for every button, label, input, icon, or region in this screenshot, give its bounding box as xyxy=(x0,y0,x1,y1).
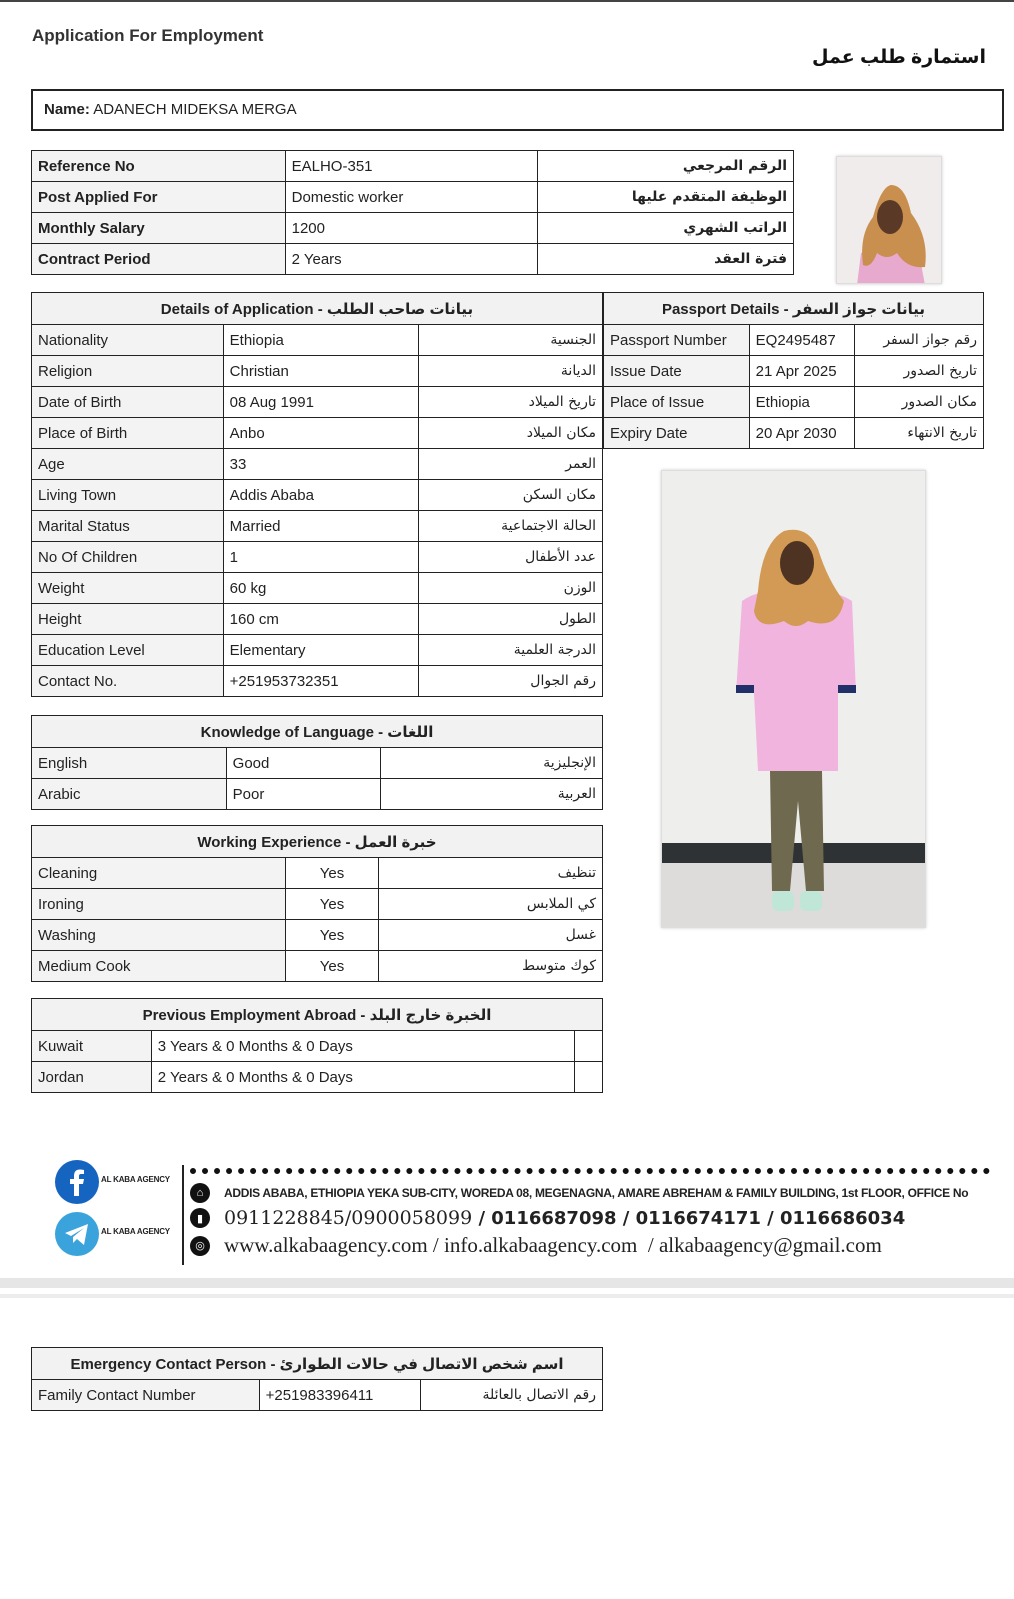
details-row xyxy=(32,542,603,573)
details-row xyxy=(32,449,603,480)
details-row xyxy=(32,418,603,449)
experience-value: Yes xyxy=(285,858,379,889)
details-label: Place of Birth xyxy=(32,418,224,449)
passport-row xyxy=(604,356,984,387)
summary-value: EALHO-351 xyxy=(285,151,538,182)
passport-row xyxy=(604,387,984,418)
summary-value: 1200 xyxy=(285,213,538,244)
footer-address: ADDIS ABABA, ETHIOPIA YEKA SUB-CITY, WOREDA 08, MEGENAGNA, AMARE ABREHAM & FAMILY BUILDING, 1st FLOOR, OFFICE No xyxy=(224,1186,969,1200)
language-row xyxy=(32,779,603,810)
summary-label: Post Applied For xyxy=(32,182,286,213)
abroad-empty-cell xyxy=(575,1031,603,1062)
footer-phones-land: / 0116687098 / 0116674171 / 0116686034 xyxy=(472,1207,906,1229)
details-value: 160 cm xyxy=(223,604,419,635)
telegram-label: AL KABA AGENCY xyxy=(101,1227,170,1236)
language-ar: الإنجليزية xyxy=(381,748,603,779)
summary-row xyxy=(32,244,794,275)
portrait-photo xyxy=(836,156,942,284)
details-value: Addis Ababa xyxy=(223,480,419,511)
telegram-icon xyxy=(55,1212,99,1256)
details-table xyxy=(31,292,603,697)
details-ar: الوزن xyxy=(419,573,603,604)
footer-divider xyxy=(182,1165,184,1265)
passport-table xyxy=(603,292,984,449)
passport-value: 21 Apr 2025 xyxy=(749,356,855,387)
details-row xyxy=(32,666,603,697)
abroad-row xyxy=(32,1031,603,1062)
experience-ar: كي الملابس xyxy=(379,889,603,920)
language-label: Arabic xyxy=(32,779,227,810)
summary-ar: الوظيفة المتقدم عليها xyxy=(538,182,794,213)
language-value: Poor xyxy=(226,779,381,810)
facebook-icon xyxy=(55,1160,99,1204)
details-ar: رقم الجوال xyxy=(419,666,603,697)
experience-label: Ironing xyxy=(32,889,286,920)
abroad-table xyxy=(31,998,603,1093)
experience-value: Yes xyxy=(285,951,379,982)
full-body-photo xyxy=(661,470,926,928)
summary-value: Domestic worker xyxy=(285,182,538,213)
passport-value: 20 Apr 2030 xyxy=(749,418,855,449)
passport-label: Expiry Date xyxy=(604,418,750,449)
passport-value: EQ2495487 xyxy=(749,325,855,356)
experience-ar: غسل xyxy=(379,920,603,951)
details-label: Age xyxy=(32,449,224,480)
language-ar: العربية xyxy=(381,779,603,810)
summary-ar: فترة العقد xyxy=(538,244,794,275)
experience-value: Yes xyxy=(285,889,379,920)
globe-icon: ◎ xyxy=(190,1236,210,1256)
summary-label: Monthly Salary xyxy=(32,213,286,244)
top-border xyxy=(0,0,1014,2)
footer-phone-row xyxy=(190,1207,905,1229)
abroad-duration: 3 Years & 0 Months & 0 Days xyxy=(151,1031,574,1062)
language-table xyxy=(31,715,603,810)
details-value: 08 Aug 1991 xyxy=(223,387,419,418)
details-ar: عدد الأطفال xyxy=(419,542,603,573)
details-value: +251953732351 xyxy=(223,666,419,697)
details-label: Living Town xyxy=(32,480,224,511)
details-label: No Of Children xyxy=(32,542,224,573)
footer-phones-mobile: 0911228845/0900058099 xyxy=(224,1207,473,1229)
details-label: Education Level xyxy=(32,635,224,666)
details-row xyxy=(32,511,603,542)
details-ar: الطول xyxy=(419,604,603,635)
language-label: English xyxy=(32,748,227,779)
passport-row xyxy=(604,418,984,449)
footer-address-row xyxy=(190,1183,968,1203)
summary-label: Reference No xyxy=(32,151,286,182)
details-label: Weight xyxy=(32,573,224,604)
details-row xyxy=(32,356,603,387)
abroad-duration: 2 Years & 0 Months & 0 Days xyxy=(151,1062,574,1093)
passport-ar: تاريخ الانتهاء xyxy=(855,418,984,449)
footer-web-row xyxy=(190,1233,882,1258)
details-label: Religion xyxy=(32,356,224,387)
experience-ar: تنظيف xyxy=(379,858,603,889)
emergency-table xyxy=(31,1347,603,1411)
details-ar: مكان السكن xyxy=(419,480,603,511)
summary-ar: الراتب الشهري xyxy=(538,213,794,244)
abroad-header: Previous Employment Abroad - الخبرة خارج البلد xyxy=(32,999,603,1031)
details-ar: الجنسية xyxy=(419,325,603,356)
details-header: Details of Application - بيانات صاحب الطلب xyxy=(32,293,603,325)
details-row xyxy=(32,635,603,666)
language-row xyxy=(32,748,603,779)
passport-ar: مكان الصدور xyxy=(855,387,984,418)
details-label: Contact No. xyxy=(32,666,224,697)
page-separator-line xyxy=(0,1294,1014,1298)
facebook-link[interactable] xyxy=(55,1160,183,1204)
passport-ar: تاريخ الصدور xyxy=(855,356,984,387)
name-value: ADANECH MIDEKSA MERGA xyxy=(93,101,297,118)
experience-table xyxy=(31,825,603,982)
language-header: Knowledge of Language - اللغات xyxy=(32,716,603,748)
experience-row xyxy=(32,920,603,951)
summary-ar: الرقم المرجعي xyxy=(538,151,794,182)
summary-row xyxy=(32,182,794,213)
experience-row xyxy=(32,951,603,982)
experience-ar: كوك متوسط xyxy=(379,951,603,982)
emergency-ar: رقم الاتصال بالعائلة xyxy=(421,1380,603,1411)
summary-row xyxy=(32,151,794,182)
emergency-header: Emergency Contact Person - اسم شخص الاتصال في حالات الطوارئ xyxy=(32,1348,603,1380)
name-box xyxy=(31,89,1004,131)
details-value: Married xyxy=(223,511,419,542)
experience-row xyxy=(32,889,603,920)
phone-icon: ▮ xyxy=(190,1208,210,1228)
details-value: Anbo xyxy=(223,418,419,449)
title-ar: استمارة طلب عمل xyxy=(812,47,986,68)
emergency-row xyxy=(32,1380,603,1411)
details-ar: الدرجة العلمية xyxy=(419,635,603,666)
language-value: Good xyxy=(226,748,381,779)
details-row xyxy=(32,573,603,604)
details-label: Nationality xyxy=(32,325,224,356)
details-value: Christian xyxy=(223,356,419,387)
details-value: 1 xyxy=(223,542,419,573)
summary-label: Contract Period xyxy=(32,244,286,275)
details-row xyxy=(32,325,603,356)
title-en: Application For Employment xyxy=(32,26,264,45)
details-label: Marital Status xyxy=(32,511,224,542)
experience-row xyxy=(32,858,603,889)
footer-dotted-line xyxy=(190,1168,990,1174)
experience-header: Working Experience - خبرة العمل xyxy=(32,826,603,858)
experience-label: Washing xyxy=(32,920,286,951)
details-label: Height xyxy=(32,604,224,635)
details-row xyxy=(32,604,603,635)
summary-table xyxy=(31,150,794,275)
details-value: Ethiopia xyxy=(223,325,419,356)
passport-label: Place of Issue xyxy=(604,387,750,418)
experience-value: Yes xyxy=(285,920,379,951)
passport-ar: رقم جواز السفر xyxy=(855,325,984,356)
details-ar: الديانة xyxy=(419,356,603,387)
page-separator xyxy=(0,1278,1014,1288)
abroad-country: Jordan xyxy=(32,1062,152,1093)
footer-web[interactable]: www.alkabaagency.com / info.alkabaagency.com / alkabaagency@gmail.com xyxy=(224,1233,882,1257)
facebook-label: AL KABA AGENCY xyxy=(101,1175,170,1184)
emergency-label: Family Contact Number xyxy=(32,1380,260,1411)
details-ar: الحالة الاجتماعية xyxy=(419,511,603,542)
details-ar: العمر xyxy=(419,449,603,480)
passport-header: Passport Details - بيانات جواز السفر xyxy=(604,293,984,325)
abroad-country: Kuwait xyxy=(32,1031,152,1062)
details-ar: تاريخ الميلاد xyxy=(419,387,603,418)
passport-label: Passport Number xyxy=(604,325,750,356)
details-value: 33 xyxy=(223,449,419,480)
summary-value: 2 Years xyxy=(285,244,538,275)
summary-row xyxy=(32,213,794,244)
passport-label: Issue Date xyxy=(604,356,750,387)
details-value: 60 kg xyxy=(223,573,419,604)
details-ar: مكان الميلاد xyxy=(419,418,603,449)
telegram-link[interactable] xyxy=(55,1212,183,1256)
name-label: Name: xyxy=(44,101,90,118)
emergency-value: +251983396411 xyxy=(259,1380,421,1411)
details-row xyxy=(32,387,603,418)
experience-label: Cleaning xyxy=(32,858,286,889)
passport-row xyxy=(604,325,984,356)
details-value: Elementary xyxy=(223,635,419,666)
abroad-empty-cell xyxy=(575,1062,603,1093)
details-label: Date of Birth xyxy=(32,387,224,418)
details-row xyxy=(32,480,603,511)
experience-label: Medium Cook xyxy=(32,951,286,982)
passport-value: Ethiopia xyxy=(749,387,855,418)
abroad-row xyxy=(32,1062,603,1093)
home-icon: ⌂ xyxy=(190,1183,210,1203)
